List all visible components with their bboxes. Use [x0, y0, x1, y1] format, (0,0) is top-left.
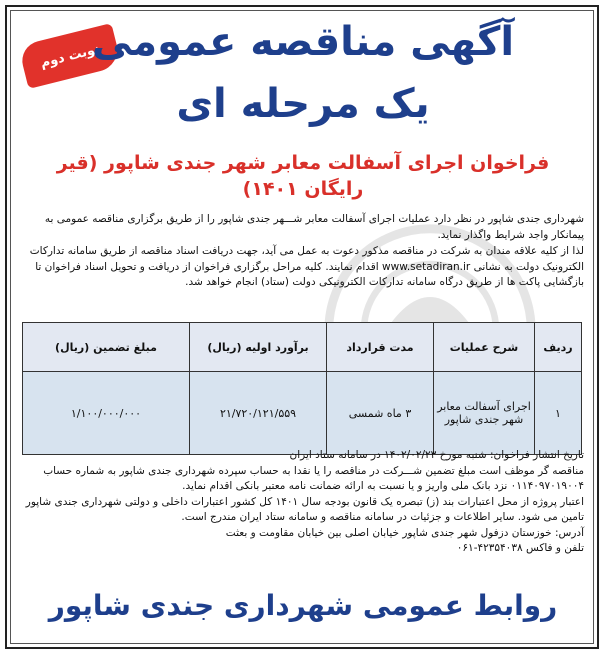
header-radif: ردیف — [535, 323, 582, 372]
page-title: آگهی مناقصه عمومی — [91, 19, 515, 65]
intro-paragraph: شهرداری جندی شاپور در نظر دارد عملیات اجرای آسفالت معابر شـــهر جندی شاپور را از طریق برگزاری مناقصه عمومی به پیمانکار واجد شرایط واگذار نماید. — [44, 213, 584, 241]
public-relations-title: روابط عمومی شهرداری جندی شاپور — [48, 589, 558, 622]
table-header-row — [23, 323, 582, 372]
address-line: آدرس: خوزستان دزفول شهر جندی شاپور خیابان اصلی بین خیابان مقاومت و بعثت — [225, 526, 584, 539]
phone-line: تلفن و فاکس ۴۲۳۵۴۰۳۸-۰۶۱ — [456, 542, 584, 554]
footer-details — [22, 448, 584, 557]
operations-table — [22, 322, 582, 455]
header-modat: مدت قرارداد — [327, 323, 434, 372]
cell-radif: ۱ — [535, 372, 582, 455]
funding-line: اعتبار پروژه از محل اعتبارات بند (ز) تبصره یک قانون بودجه سال ۱۴۰۱ کل کشور اعتبارات داخلی و دولتی شهرداری جندی شاپور تامین می شود. سایر اطلاعات و جزئیات در سامانه مناقصه و سامانه ستاد ایران مندرج است. — [25, 495, 584, 523]
table-row — [23, 372, 582, 455]
cell-baravord: ۲۱/۷۲۰/۱۲۱/۵۵۹ — [190, 372, 327, 455]
header-sharh: شرح عملیات — [434, 323, 535, 372]
second-round-badge: نوبت دوم — [18, 23, 122, 89]
header-tazmin: مبلغ تضمین (ریال) — [23, 323, 190, 372]
publish-date-line: تاریخ انتشار فراخوان: شنبه مورخ ۱۴۰۲/۰۲/۲۳ در سامانه ستاد ایران — [289, 449, 584, 461]
invitation-paragraph: لذا از کلیه علاقه مندان به شرکت در مناقصه مذکور دعوت به عمل می آید، جهت دریافت اسناد مناقصه از طریق سامانه تدارکات الکترونیک دولت به نشانی www.setadiran.ir اقدام نمایند. کلیه مراحل برگزاری فراخوان از دریافت و تحویل اسناد فراخوان تا بازگشایی پاکت ها از طریق درگاه سامانه تدارکات الکترونیکی دولت (ستاد) انجام خواهد شد. — [29, 245, 584, 288]
cell-tazmin: ۱/۱۰۰/۰۰۰/۰۰۰ — [23, 372, 190, 455]
cell-modat: ۳ ماه شمسی — [327, 372, 434, 455]
guarantee-line: مناقصه گر موظف است مبلغ تضمین شـــرکت در مناقصه را یا نقدا به حساب سپرده شهرداری جندی شاپور به شماره حساب ۰۱۱۴۰۹۷۰۱۹۰۰۴ نزد بانک ملی واریز و یا نسبت به ارائه ضمانت نامه معتبر بانکی اقدام نماید. — [43, 464, 584, 492]
cell-sharh: اجرای آسفالت معابر شهر جندی شاپور — [434, 372, 535, 455]
page-title-second-line: یک مرحله ای — [176, 81, 430, 127]
tender-subtitle: فراخوان اجرای آسفالت معابر شهر جندی شاپور (قیر رایگان ۱۴۰۱) — [56, 152, 550, 200]
header-baravord: برآورد اولیه (ریال) — [190, 323, 327, 372]
